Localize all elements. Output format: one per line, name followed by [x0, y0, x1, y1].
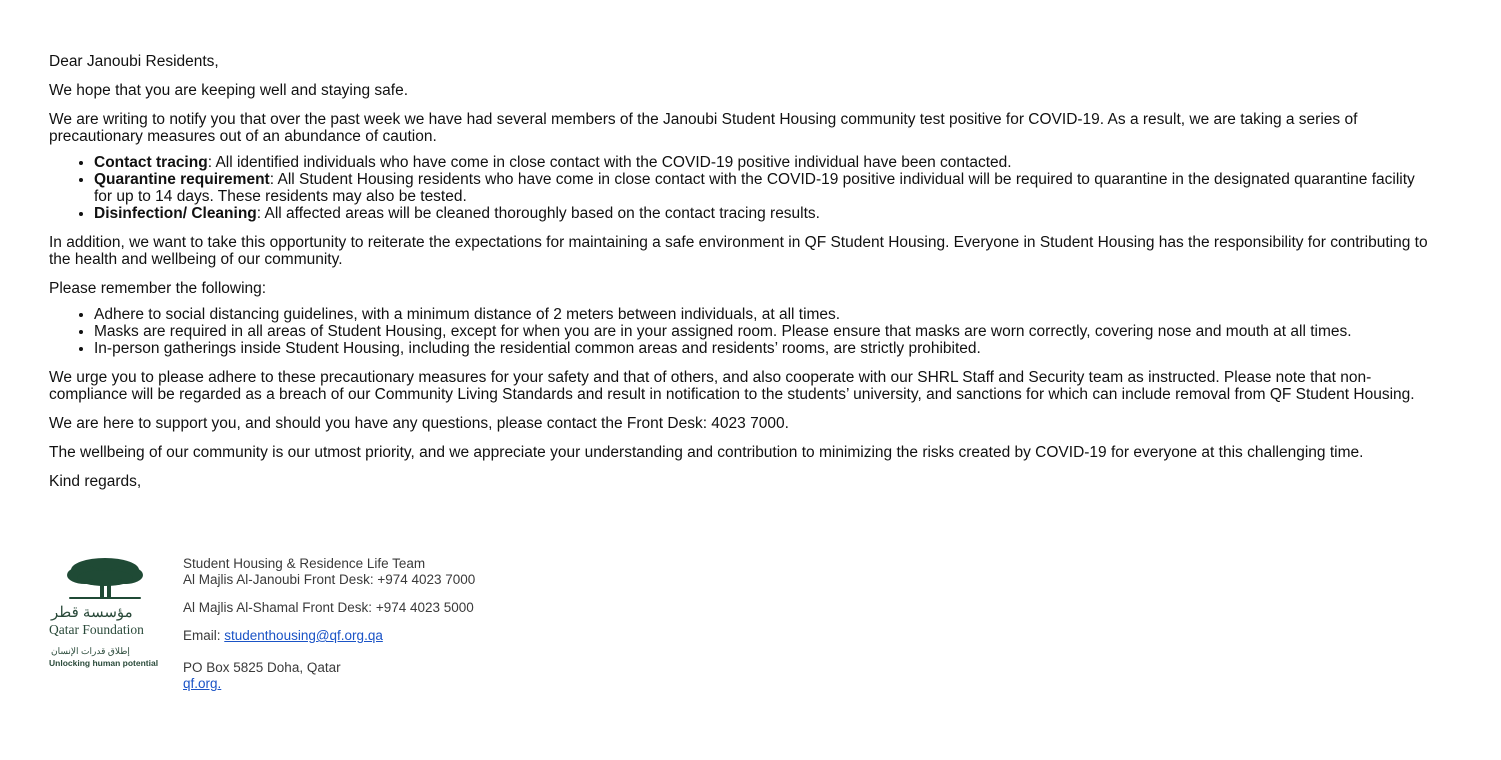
list-item: • In-person gatherings inside Student Housing, including the residential common areas and residents’ rooms, are strictly prohibited. — [94, 340, 1429, 357]
list-item: • Masks are required in all areas of Student Housing, except for when you are in your assigned room. Please ensure that masks are worn correctly, covering nose and mouth at all times. — [94, 323, 1429, 340]
tree-icon — [49, 556, 164, 604]
list-item — [94, 154, 1429, 171]
janoubi-front-desk — [183, 572, 475, 588]
notice-paragraph: We are writing to notify you that over the past week we have had several members of the Janoubi Student Housing community test positive for COVID-19. As a result, we are taking a series of precautionary measures out of an abundance of caution. — [49, 111, 1358, 145]
addition-paragraph: In addition, we want to take this opportunity to reiterate the expectations for maintaining a safe environment in QF Student Housing. Everyone in Student Housing has the responsibility for contributing to the health and wellbeing of our community. — [49, 234, 1428, 268]
list-item: • Adhere to social distancing guidelines, with a minimum distance of 2 meters between individuals, at all times. — [94, 306, 1429, 323]
logo-tagline: Unlocking human potential — [49, 658, 159, 668]
email-signature — [49, 556, 649, 716]
email-line — [183, 628, 475, 644]
measure-term: Contact tracing — [94, 154, 208, 171]
postal-address: PO Box 5825 Doha, Qatar — [183, 660, 341, 675]
janoubi-label: Al Majlis Al-Janoubi Front Desk: — [183, 572, 378, 587]
measure-text: : All identified individuals who have come in close contact with the COVID-19 positive individual have been contacted. — [207, 154, 1012, 171]
list-item — [94, 205, 1429, 222]
janoubi-phone: +974 4023 7000 — [377, 572, 476, 587]
qatar-foundation-logo — [49, 556, 164, 676]
measure-term: Quarantine requirement — [94, 171, 270, 188]
website-line — [183, 676, 475, 692]
rules-list — [49, 306, 1429, 357]
list-item — [94, 171, 1429, 205]
email-link[interactable]: studenthousing@qf.org.qa — [224, 628, 383, 643]
measure-term: Disinfection/ Cleaning — [94, 205, 257, 222]
wellbeing-paragraph: The wellbeing of our community is our utmost priority, and we appreciate your understanding and contribution to minimizing the risks created by COVID-19 for everyone at this challenging time. — [49, 444, 1364, 461]
logo-arabic-name: مؤسسة قطر — [51, 604, 133, 621]
contact-details — [183, 556, 475, 692]
logo-arabic-tagline: إطلاق قدرات الإنسان — [51, 646, 130, 656]
measure-text: : All affected areas will be cleaned thoroughly based on the contact tracing results. — [256, 205, 820, 222]
urge-paragraph: We urge you to please adhere to these precautionary measures for your safety and that of others, and also cooperate with our SHRL Staff and Security team as instructed. Please note that non-compliance will be regarded as a breach of our Community Living Standards and result in notification to the students’ university, and sanctions for which can include removal from QF Student Housing. — [49, 369, 1415, 403]
measure-text: : All Student Housing residents who have come in close contact with the COVID-19 positive individual will be required to quarantine in the designated quarantine facility for up to 14 days. These residents may also be tested. — [94, 171, 1415, 205]
logo-english-name: Qatar Foundation — [49, 622, 144, 637]
team-name: Student Housing & Residence Life Team — [183, 556, 426, 571]
intro-paragraph: We hope that you are keeping well and staying safe. — [49, 82, 409, 99]
letter-body — [49, 53, 1429, 502]
remember-paragraph: Please remember the following: — [49, 280, 267, 297]
email-label: Email: — [183, 628, 225, 643]
support-paragraph: We are here to support you, and should you have any questions, please contact the Front Desk: 4023 7000. — [49, 415, 789, 432]
shamal-label: Al Majlis Al-Shamal Front Desk: — [183, 600, 376, 615]
measures-list — [49, 154, 1429, 222]
greeting: Dear Janoubi Residents, — [49, 53, 219, 70]
shamal-front-desk — [183, 600, 475, 616]
closing: Kind regards, — [49, 473, 142, 490]
website-link[interactable]: qf.org. — [183, 676, 222, 691]
shamal-phone: +974 4023 5000 — [375, 600, 474, 615]
